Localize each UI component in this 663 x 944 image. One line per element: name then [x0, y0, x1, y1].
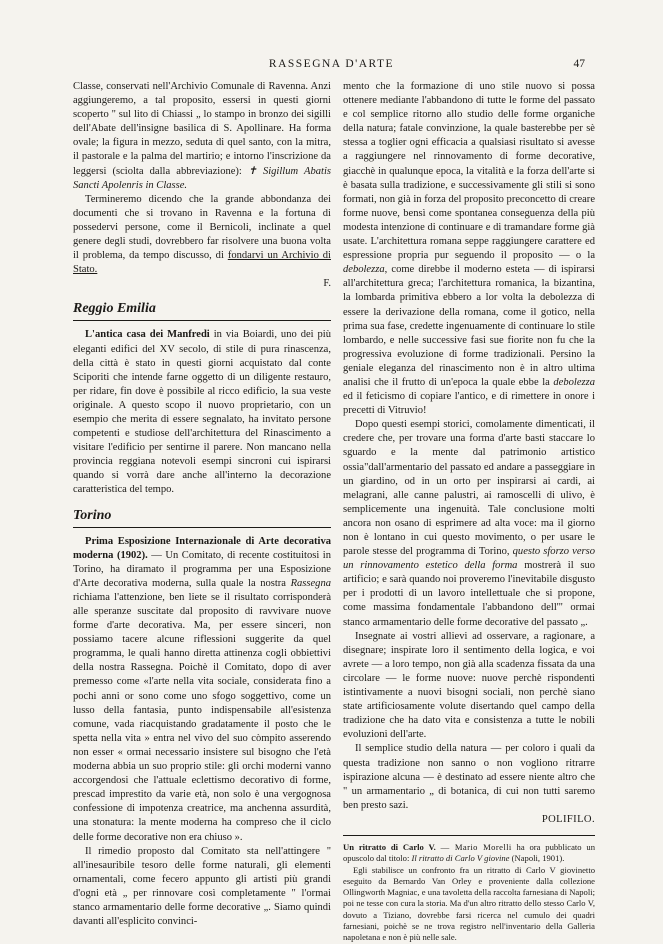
debolezza-italic-2: debolezza [553, 376, 595, 388]
torino-text-b: richiama l'attenzione, ben liete se il risultato corrisponderà alle speranze suscitate dal proposito di ravvivare nuove forme d'arte decorativa. Ma, per essere sinceri, non possiamo tacere alcune riflessioni suggerite da quel programma, le quali hanno diretta attinenza cogli obbiettivi della nostra Rassegna. Poichè il Comitato, dopo di aver premesso come «l'arte nella vita sociale, considerata fino a pochi anni or sono come uno sfogo soggettivo, come un lusso della fantasia, punto indispensabile all'esistenza comune, vada riacquistando gradatamente il posto che le spetta nella vita » entra nel vivo del suo còmpito asserendo non esser « ormai necessario insistere sul bisogno che l'età moderna abbia un suo proprio stile: gli orchi moderni vanno accorgendosi che l'attuale eclettismo decorativo di forme, prescad imprestito da varie età, non solo è una vergognosa confessione di impotenza creatrice, ma anchenna assurdità, una stonatura: la mente moderna ha compreso che il ciclo delle forme decorative non era chiuso ». [73, 591, 331, 843]
archivio-di-stato-phrase: fondarvi un Archivio di Stato. [73, 250, 331, 276]
right-column [343, 80, 595, 944]
ravenna-conclusion [73, 193, 331, 278]
stile-paragraph: mento che la formazione di uno stile nuovo si possa ottenere mediante l'abbandono di tutte le forme del passato e col semplice ritorno allo studio delle forme organiche della natura; fatale convinzione, la quale basterebbe per sè stessa a toglier ogni efficacia a qualsiasi risultato si avesse a raggiungere nel rinnovamento di forme decorative, giacchè in qualunque epoca, la vitalità e la forza dell'arte si è basata sulla tradizione, e successivamente gli stili si sono formati, non già in forza del proposito preconcetto di creare forme nuove, bensì come spontanea conseguenza della più modesta intenzione di continuare e di tramandare forme già usate. L'architettura romana seppe raggiungere carattere ed espressione propria pur seguendo il proposito — o la debolezza, come direbbe il moderno esteta — di ispirarsi all'architettura greca; l'architettura romanica, la bizantina, la lombarda primitiva ebbero a lor volta la debolezza di essere la derivazione della romana, come il gotico, nella prima sua fase, credette ingenuamente di continuare lo stile lombardo, e nelle successive fasi sue fiorite non fu che la progressiva evoluzione di forme tradizionali. Persino la geniale eleganza del rinascimento non è in altro ultima analisi che il frutto di un'epoca la quale ebbe la debolezza ed il feticismo di copiare l'antico, e di rimettere in onore i precetti di Vitruvio! [343, 81, 595, 417]
manfredi-text: in via Boiardi, uno dei più eleganti edifici del XV secolo, di stile di pura rinascenza, della città è stato in questi giorni acquistato dal conte Sciporiti che intende farne oggetto di un diligente restauro, per ridare, fin dove è possibile al ricco edificio, la sua veste originale. A questo scopo il nuovo proprietario, con un esempio che merita di essere segnalato, ha invitato persone competenti e studiose dell'architettura del Rinascimento a visitare l'edificio per sentirne il parere. Non mancano nella provincia reggiana notevoli esempi sincroni cui ispirarsi quando si vorrà dare anche all'interno la decorazione caratteristica del tempo. [73, 329, 332, 496]
page-header [0, 58, 663, 76]
rassegna-italic: Rassegna [290, 577, 331, 589]
ravenna-text: Classe, conservati nell'Archivio Comunale di Ravenna. Anzi aggiungeremo, a tal proposito, essersi in questi giorni scoperto " sul lito di Chiassi „ lo stampo in bronzo dei sigilli dell'Abate dell'insigne basilica di S. Apollinare. Ha forma ovale; la figura in mezzo, seduta di quel santo, con la mitra, il pastorale e la palma del martirio; e intorno l'inscrizione da leggersi (sciolta dalla abbreviazione): [73, 81, 331, 177]
esempi-paragraph: Dopo questi esempi storici, comolamente dimenticati, il credere che, per trovare una forma d'arte basti staccare lo sguardo e la mente dal patrimonio artistico ossia"dall'armentario del passato ed andare a passeggiare in un giardino, od in un orto per inspirarsi ai cardi, ai melagrani, alle canne palustri, ai ramoscelli di ulivo, è semplicemente una ingenuità. Tale conclusione molti ancora non osano di esprimere ad alta voce: ma il giorno non è lontano in cui questo movimento, o per usare le parole stesse del programma di Torino, questo sforzo verso un rinnovamento estetico della forma mostrerà il suo artificio; e sarà quando noi proveremo l'inevitabile disgusto per i prodotti di un lavoro intellettuale che si propone, come massima fondamentale l'abbandono dell'" ormai stanco armamentario delle forme decorative del passato „. [343, 419, 596, 628]
ravenna-conclusion-text: Termineremo dicendo che la grande abbondanza dei documenti che si trovano in Ravenna e la fortuna di possedervi persone, come il Bernicoli, inclinate a quel genere degli studi, dovrebbero far risolvere una buona volta il problema, da tempo discusso, di [73, 193, 331, 262]
natura-paragraph: Il semplice studio della natura — per coloro i quali da questa tradizione non sanno o non vogliono ritrarre ispirazione alcuna — è destinato ad essere niente altro che " un armamentario „ di botanica, di cui non tutti saremo ben presto sazi. [343, 743, 595, 811]
ravenna-paragraph [73, 80, 331, 193]
debolezza-italic: debolezza [343, 264, 385, 276]
divider [343, 835, 595, 836]
section-heading-torino: Torino [73, 508, 331, 528]
torino-text-a: — Un Comitato, di recente costituitosi in Torino, ha diramato il programma per una Esposizione d'Arte decorativa moderna, sulla quale la nostra [73, 549, 331, 589]
section-heading-reggio-emilia: Reggio Emilia [73, 301, 331, 321]
carlo-v-note-p1: Un ritratto di Carlo V. — Mario Morelli ha ora pubblicato un opuscolo dal titolo: Il ritratto di Carlo V giovine (Napoli, 1901). [343, 841, 595, 864]
manfredi-lead: L'antica casa dei Manfredi [85, 329, 210, 341]
signature-polifilo: POLIFILO. [541, 813, 595, 825]
seal-inscription: ✝ Sigillum Abatis Sancti Apolenris in Classe. [73, 165, 331, 191]
manfredi-paragraph [73, 328, 331, 497]
carlo-v-title: Il ritratto di Carlo V giovine [411, 853, 510, 864]
running-title: RASSEGNA D'ARTE [268, 58, 395, 70]
carlo-v-note-p2: Egli stabilisce un confronto fra un ritratto di Carlo V giovinetto eseguito da Bernardo Van Orley e proveniente dalla collezione Ollingworth Magniac, e una tavoletta della raccolta farnesiana di Napoli; poi ne tesse con cura la storia. Ma d'un altro ritratto dello stesso Carlo V, dovuto a Tiziano, dovrebbe farsi ricerca nel cumulo dei quadri farnesiani, poichè se ne trova registro nell'inventario della Galleria napoletana e non è più nelle sale. [343, 864, 595, 943]
signature-f: F. [323, 278, 331, 290]
insegnate-paragraph: Insegnate ai vostri allievi ad osservare, a ragionare, a disegnare; inspirate loro il sentimento della logica, e voi avrete — a loro tempo, non già alla scadenza fissata da una circolare — le forme nuove: nuove perchè rispondenti istintivamente a nuovi bisogni sociali, non perchè siano state artificiosamente volute disertando quel campo della tradizione che ha dato vita e consistenza a tutte le nobili evoluzioni dell'arte. [343, 630, 595, 741]
carlo-v-lead: Un ritratto di Carlo V. [343, 841, 436, 852]
torino-paragraph [73, 535, 331, 845]
rimedio-paragraph: Il rimedio proposto dal Comitato sta nell'attingere " all'inesauribile tesoro delle forme naturali, gli elementi ornamentali, come fecero appunto gli artisti più grandi d'ogni età „ per rinnovare così completamente " l'ormai stanco armamentario delle forme decorative „. Siamo quindi davanti all'esplicito convinci- [73, 845, 331, 928]
programma-quote-italic: questo sforzo verso un rinnovamento estetico della forma [343, 546, 595, 572]
torino-lead: Prima Esposizione Internazionale di Arte decorativa moderna (1902). [73, 535, 331, 561]
carlo-v-note [343, 842, 595, 944]
carlo-v-author: — Mario Morelli [440, 841, 512, 852]
page-number: 47 [573, 58, 585, 70]
left-column [73, 80, 331, 929]
